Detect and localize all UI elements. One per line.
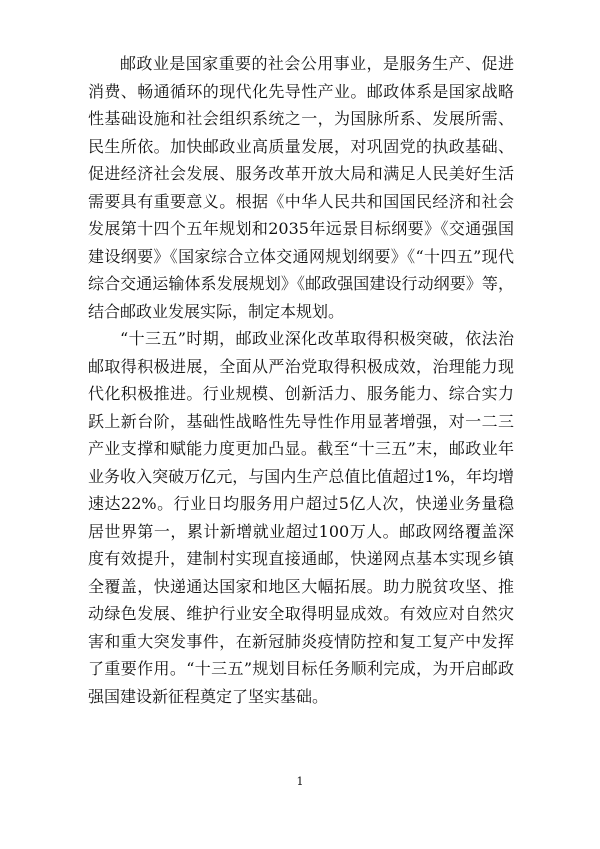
paragraph-thirteenth-five-year: “十三五”时期，邮政业深化改革取得积极突破，依法治邮取得积极进展，全面从严治党取得积极成效，治理能力现代化积极推进。行业规模、创新活力、服务能力、综合实力跃上新台阶，基础性战略性先导性作用显著增强，对一二三产业支撑和赋能力度更加凸显。截至“十三五”末，邮政业年业务收入突破万亿元，与国内生产总值比值超过1%，年均增速达22%。行业日均服务用户超过5亿人次，快递业务量稳居世界第一，累计新增就业超过100万人。邮政网络覆盖深度有效提升，建制村实现直接通邮，快递网点基本实现乡镇全覆盖，快递通达国家和地区大幅拓展。助力脱贫攻坚、推动绿色发展、维护行业安全取得明显成效。有效应对自然灾害和重大突发事件，在新冠肺炎疫情防控和复工复产中发挥了重要作用。“十三五”规划目标任务顺利完成，为开启邮政强国建设新征程奠定了坚实基础。 — [88, 329, 514, 706]
page-number: 1 — [296, 775, 304, 788]
paragraph-intro: 邮政业是国家重要的社会公用事业，是服务生产、促进消费、畅通循环的现代化先导性产业。邮政体系是国家战略性基础设施和社会组织系统之一，为国脉所系、发展所需、民生所依。加快邮政业高质量发展，对巩固党的执政基础、促进经济社会发展、服务改革开放大局和满足人民美好生活需要具有重要意义。根据《中华人民共和国国民经济和社会发展第十四个五年规划和2035年远景目标纲要》《交通强国建设纲要》《国家综合立体交通网规划纲要》《“十四五”现代综合交通运输体系发展规划》《邮政强国建设行动纲要》等，结合邮政业发展实际，制定本规划。 — [88, 54, 514, 321]
document-body — [88, 50, 514, 710]
